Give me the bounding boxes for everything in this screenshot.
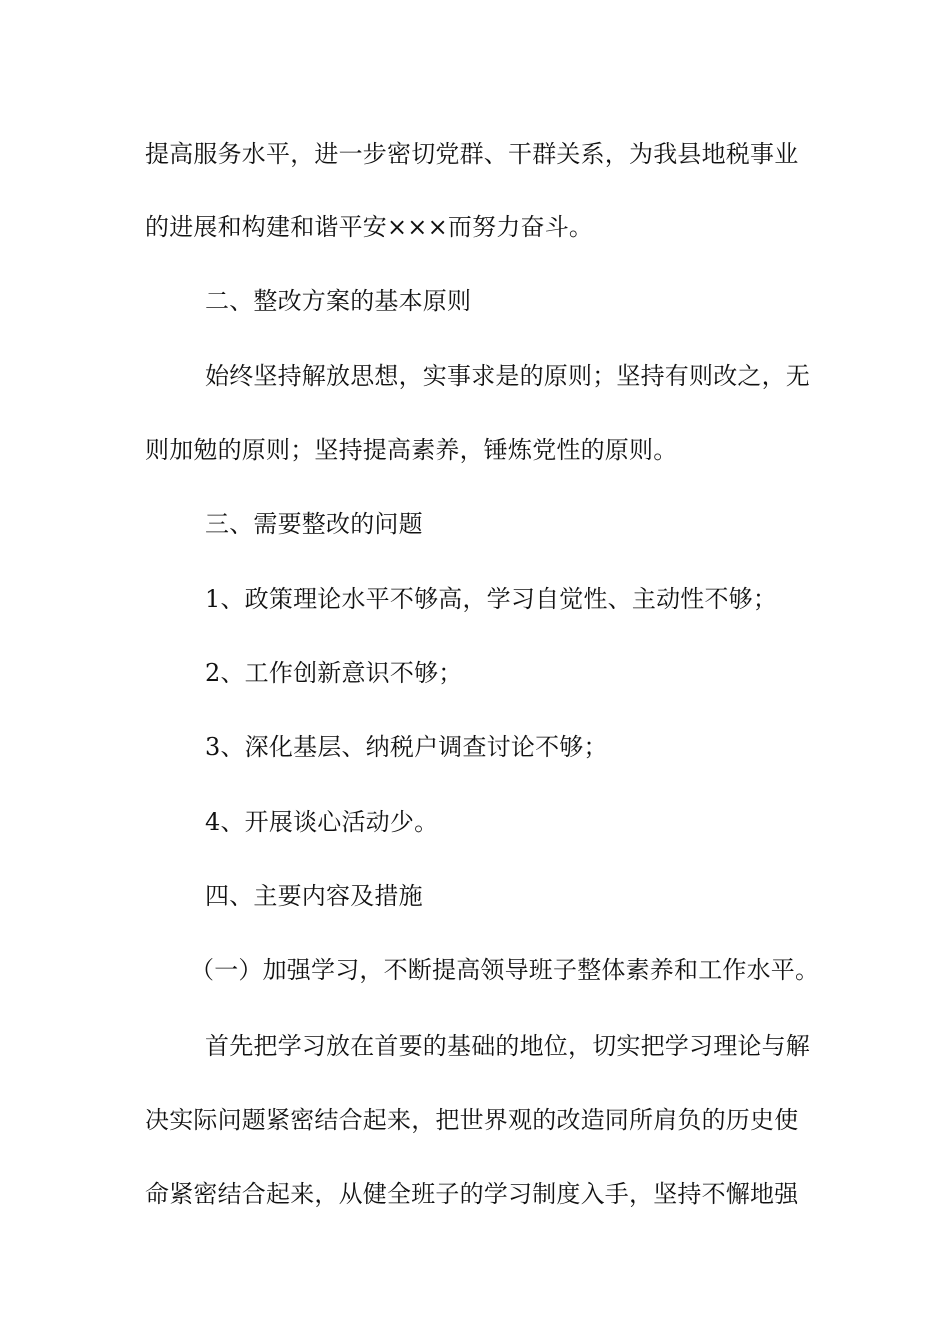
body-text-line: 则加勉的原则；坚持提高素养，锤炼党性的原则。 bbox=[145, 436, 678, 464]
body-text-line: 命紧密结合起来，从健全班子的学习制度入手，坚持不懈地强 bbox=[145, 1180, 799, 1208]
body-text-line: 提高服务水平，进一步密切党群、干群关系，为我县地税事业 bbox=[145, 140, 799, 168]
section-heading: 四、主要内容及措施 bbox=[205, 882, 423, 910]
section-heading: 二、整改方案的基本原则 bbox=[205, 287, 472, 315]
subsection-heading: （一）加强学习，不断提高领导班子整体素养和工作水平。 bbox=[190, 956, 820, 984]
list-item: 1、政策理论水平不够高，学习自觉性、主动性不够； bbox=[205, 585, 778, 613]
list-item: 2、工作创新意识不够； bbox=[205, 659, 463, 687]
body-text-line: 的进展和构建和谐平安×××而努力奋斗。 bbox=[145, 213, 594, 241]
list-item: 4、开展谈心活动少。 bbox=[205, 808, 439, 836]
section-heading: 三、需要整改的问题 bbox=[205, 510, 423, 538]
body-text-line: 首先把学习放在首要的基础的地位，切实把学习理论与解 bbox=[205, 1032, 810, 1060]
body-text-line: 决实际问题紧密结合起来，把世界观的改造同所肩负的历史使 bbox=[145, 1106, 799, 1134]
list-item: 3、深化基层、纳税户调查讨论不够； bbox=[205, 733, 608, 761]
body-text-line: 始终坚持解放思想，实事求是的原则；坚持有则改之，无 bbox=[205, 362, 810, 390]
